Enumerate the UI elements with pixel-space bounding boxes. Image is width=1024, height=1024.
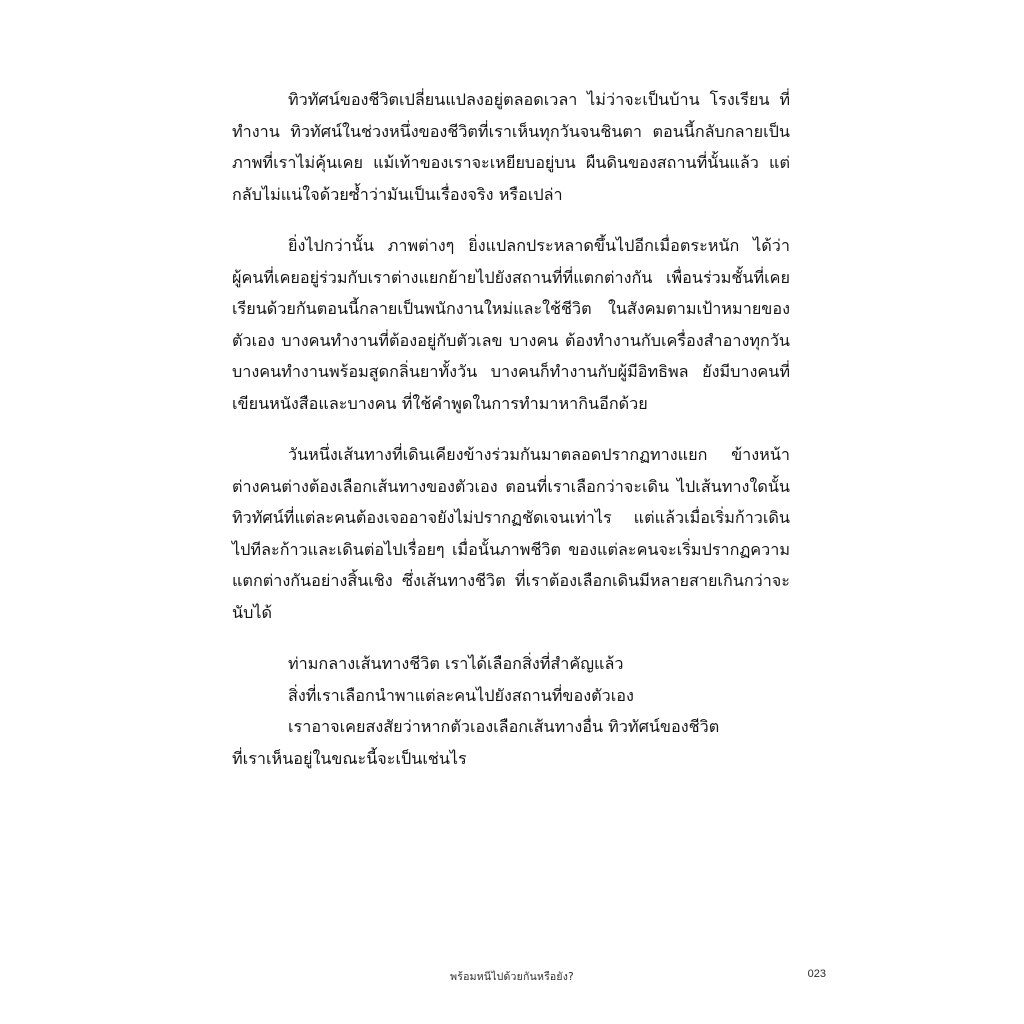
closing-line-2: สิ่งที่เราเลือกนำพาแต่ละคนไปยังสถานที่ของตัวเอง bbox=[288, 685, 634, 705]
page-text-column bbox=[232, 84, 790, 774]
page-number: 023 bbox=[807, 968, 826, 980]
paragraph-2: ยิ่งไปกว่านั้น ภาพต่างๆ ยิ่งแปลกประหลาดขึ้นไปอีกเมื่อตระหนัก ได้ว่าผู้คนที่เคยอยู่ร่วมกับเราต่างแยกย้ายไปยังสถานที่ที่แตกต่างกัน เพื่อนร่วมชั้นที่เคยเรียนด้วยกันตอนนี้กลายเป็นพนักงานใหม่และใช้ชีวิต ในสังคมตามเป้าหมายของตัวเอง บางคนทำงานที่ต้องอยู่กับตัวเลข บางคน ต้องทำงานกับเครื่องสำอางทุกวัน บางคนทำงานพร้อมสูดกลิ่นยาทั้งวัน บางคนก็ทำงานกับผู้มีอิทธิพล ยังมีบางคนที่เขียนหนังสือและบางคน ที่ใช้คำพูดในการทำมาหากินอีกด้วย bbox=[232, 236, 790, 413]
closing-line-1: ท่ามกลางเส้นทางชีวิต เราได้เลือกสิ่งที่สำคัญแล้ว bbox=[288, 654, 624, 673]
paragraph-1: ทิวทัศน์ของชีวิตเปลี่ยนแปลงอยู่ตลอดเวลา ไม่ว่าจะเป็นบ้าน โรงเรียน ที่ทำงาน ทิวทัศน์ในช่วงหนึ่งของชีวิตที่เราเห็นทุกวันจนชินตา ตอนนี้กลับกลายเป็นภาพที่เราไม่คุ้นเคย แม้เท้าของเราจะเหยียบอยู่บน ผืนดินของสถานที่นั้นแล้ว แต่กลับไม่แน่ใจด้วยซ้ำว่ามันเป็นเรื่องจริง หรือเปล่า bbox=[232, 90, 790, 204]
closing-block bbox=[232, 648, 790, 774]
paragraph-3: วันหนึ่งเส้นทางที่เดินเคียงข้างร่วมกันมาตลอดปรากฏทางแยก ข้างหน้า ต่างคนต่างต้องเลือกเส้นทางของตัวเอง ตอนที่เราเลือกว่าจะเดิน ไปเส้นทางใดนั้น ทิวทัศน์ที่แต่ละคนต้องเจออาจยังไม่ปรากฏชัดเจนเท่าไร แต่แล้วเมื่อเริ่มก้าวเดินไปทีละก้าวและเดินต่อไปเรื่อยๆ เมื่อนั้นภาพชีวิต ของแต่ละคนจะเริ่มปรากฏความแตกต่างกันอย่างสิ้นเชิง ซึ่งเส้นทางชีวิต ที่เราต้องเลือกเดินมีหลายสายเกินกว่าจะนับได้ bbox=[232, 445, 790, 622]
closing-line-4: ที่เราเห็นอยู่ในขณะนี้จะเป็นเช่นไร bbox=[232, 748, 467, 768]
page-footer bbox=[0, 968, 1024, 988]
running-footer-title: พร้อมหนีไปด้วยกันหรือยัง? bbox=[450, 971, 574, 983]
closing-line-3: เราอาจเคยสงสัยว่าหากตัวเองเลือกเส้นทางอื่น ทิวทัศน์ของชีวิต bbox=[288, 717, 720, 736]
